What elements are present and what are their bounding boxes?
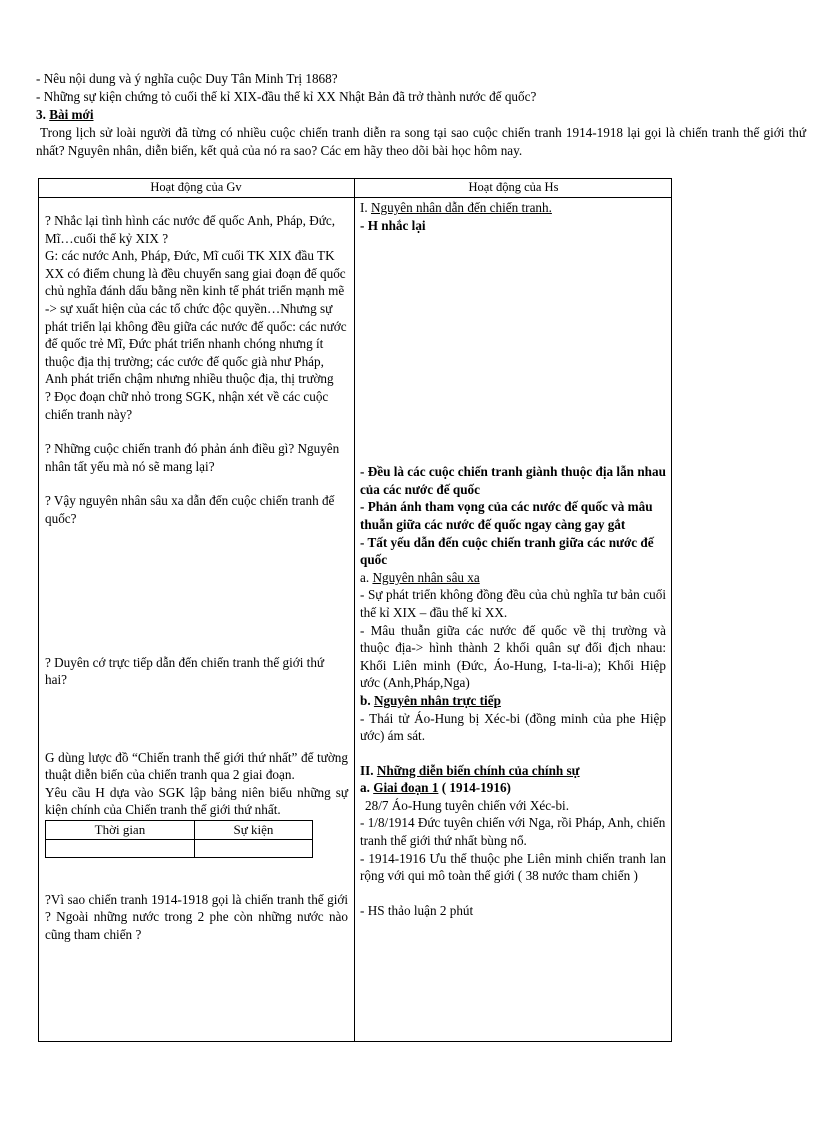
table-header-divider (38, 197, 672, 198)
student-discussion: - HS thảo luận 2 phút (360, 902, 474, 918)
teacher-question-6: ?Vì sao chiến tranh 1914-1918 gọi là chiến tranh thế giới ? Ngoài những nước trong 2 phe còn những nước nào cũng tham chiến ? (45, 891, 348, 942)
teacher-explanation-2: G dùng lược đồ “Chiến tranh thế giới thứ nhất” để tường thuật diễn biến của chiến tranh qua 2 giai đoạn. (45, 749, 348, 783)
deep-cause-2: - Mâu thuẫn giữa các nước đế quốc về thị trường và thuộc địa-> hình thành 2 khối quân sự đối địch nhau: Khối Liên minh (Đức, Áo-Hung, I-ta-li-a); Khối Hiệp ước (Anh,Pháp,Nga) (360, 622, 666, 691)
student-column-header: Hoạt động của Hs (468, 180, 559, 194)
subsection-a-title: Nguyên nhân sâu xa (372, 569, 480, 585)
timeline-empty-row (46, 839, 313, 857)
intro-paragraph: Trong lịch sử loài người đã từng có nhiều cuộc chiến tranh diễn ra song tại sao cuộc chiến tranh 1914-1918 lại gọi là chiến tranh thế giới thứ nhất? Nguyên nhân, diễn biến, kết quả của nó ra sao? Các em hãy theo dõi bài học hôm nay. (36, 125, 806, 158)
event-2: - 1/8/1914 Đức tuyên chiến với Nga, rồi Pháp, Anh, chiến tranh thế giới thứ nhất bùng nổ. (360, 815, 666, 849)
event-3: - 1914-1916 Ưu thế thuộc phe Liên minh chiến tranh lan rộng với qui mô toàn thế giới ( 38 nước tham chiến ) (360, 850, 666, 884)
student-answer-3: - Tất yếu dẫn đến cuộc chiến tranh giữa các nước đế quốc (360, 534, 654, 568)
teacher-question-4: ? Vậy nguyên nhân sâu xa dẫn đến cuộc chiến tranh đế quốc? (45, 493, 335, 526)
subsection-b-label: b. (360, 692, 374, 708)
student-recall: - H nhắc lại (360, 217, 426, 233)
teacher-explanation-1: G: các nước Anh, Pháp, Đức, Mĩ cuối TK XIX đầu TK XX có điểm chung là đều chuyển sang giai đoạn đế quốc chủ nghĩa đánh dấu bằng nền kinh tế phát triển mạnh mẽ -> sự xuất hiện của các tổ chức độc quyền…Nhưng sự phát triển lại không đều giữa các nước đế quốc: các nước đế quốc trẻ Mĩ, Đức phát triển nhanh chóng nhưng ít thuộc địa thị trường; các cước đế quốc già như Pháp, Anh phát triển chậm nhưng nhiều thuộc địa, thị trường (45, 248, 347, 387)
review-question-1: - Nêu nội dung và ý nghĩa cuộc Duy Tân Minh Trị 1868? (36, 71, 338, 86)
deep-cause-1: - Sự phát triển không đồng đều của chủ nghĩa tư bản cuối thế kỉ XIX – đầu thế kỉ XX. (360, 587, 666, 620)
event-1: 28/7 Áo-Hung tuyên chiến với Xéc-bi. (365, 797, 570, 813)
subsection-a-label: a. (360, 569, 373, 585)
review-question-2: - Những sự kiện chứng tỏ cuối thế kỉ XIX-đầu thế kỉ XX Nhật Bản đã trở thành nước đế quốc? (36, 89, 537, 104)
teacher-column-header: Hoạt động của Gv (150, 180, 242, 194)
teacher-question-5: ? Duyên cớ trực tiếp dẫn đến chiến tranh thế giới thứ hai? (45, 654, 325, 688)
phase-1-years: ( 1914-1916) (438, 780, 511, 796)
timeline-col-time: Thời gian (46, 821, 195, 840)
phase-1-heading (360, 779, 666, 797)
subsection-b-title: Nguyên nhân trực tiếp (373, 692, 501, 708)
section-2-heading (360, 762, 666, 780)
section-number: 3. (36, 107, 50, 122)
timeline-table (45, 820, 313, 858)
student-answer-2: - Phản ánh tham vọng của các nước đế quốc và mâu thuẫn giữa các nước đế quốc ngay càng gay gắt (360, 499, 653, 532)
timeline-col-event: Sự kiện (194, 821, 312, 840)
student-answer-1: - Đều là các cuộc chiến tranh giành thuộc địa lẫn nhau của các nước đế quốc (360, 464, 666, 497)
section-2-title: Những diễn biến chính của chính sự (376, 762, 580, 778)
section-1-title: Nguyên nhân dẫn đến chiến tranh. (371, 200, 552, 215)
teacher-question-2: ? Đọc đoạn chữ nhỏ trong SGK, nhận xét về các cuộc chiến tranh này? (45, 388, 329, 422)
table-column-divider (354, 178, 355, 1042)
teacher-question-3: ? Những cuộc chiến tranh đó phản ánh điều gì? Nguyên nhân tất yếu mà nó sẽ mang lại? (45, 441, 340, 474)
phase-1-label: a. (360, 780, 374, 796)
teacher-activities (45, 212, 348, 943)
phase-1-title: Giai đoạn 1 (373, 780, 439, 796)
student-activities (360, 199, 666, 919)
direct-cause-1: - Thái tử Áo-Hung bị Xéc-bi (đồng minh của phe Hiệp ước) ám sát. (360, 710, 666, 744)
subsection-a-heading (360, 569, 666, 587)
teacher-question-1: ? Nhắc lại tình hình các nước đế quốc Anh, Pháp, Đức, Mĩ…cuối thế kỷ XIX ? (45, 213, 336, 246)
subsection-b-heading (360, 692, 666, 710)
section-title: Bài mới (49, 107, 94, 122)
section-1-number: I. (360, 200, 371, 215)
section-2-number: II. (360, 762, 377, 778)
section-heading (36, 106, 806, 124)
section-1-heading (360, 199, 666, 217)
teacher-task: Yêu cầu H dựa vào SGK lập bảng niên biểu những sự kiện chính của Chiến tranh thế giới thứ nhất. (45, 784, 348, 818)
timeline-header-row (46, 821, 313, 840)
lesson-intro (36, 70, 806, 160)
